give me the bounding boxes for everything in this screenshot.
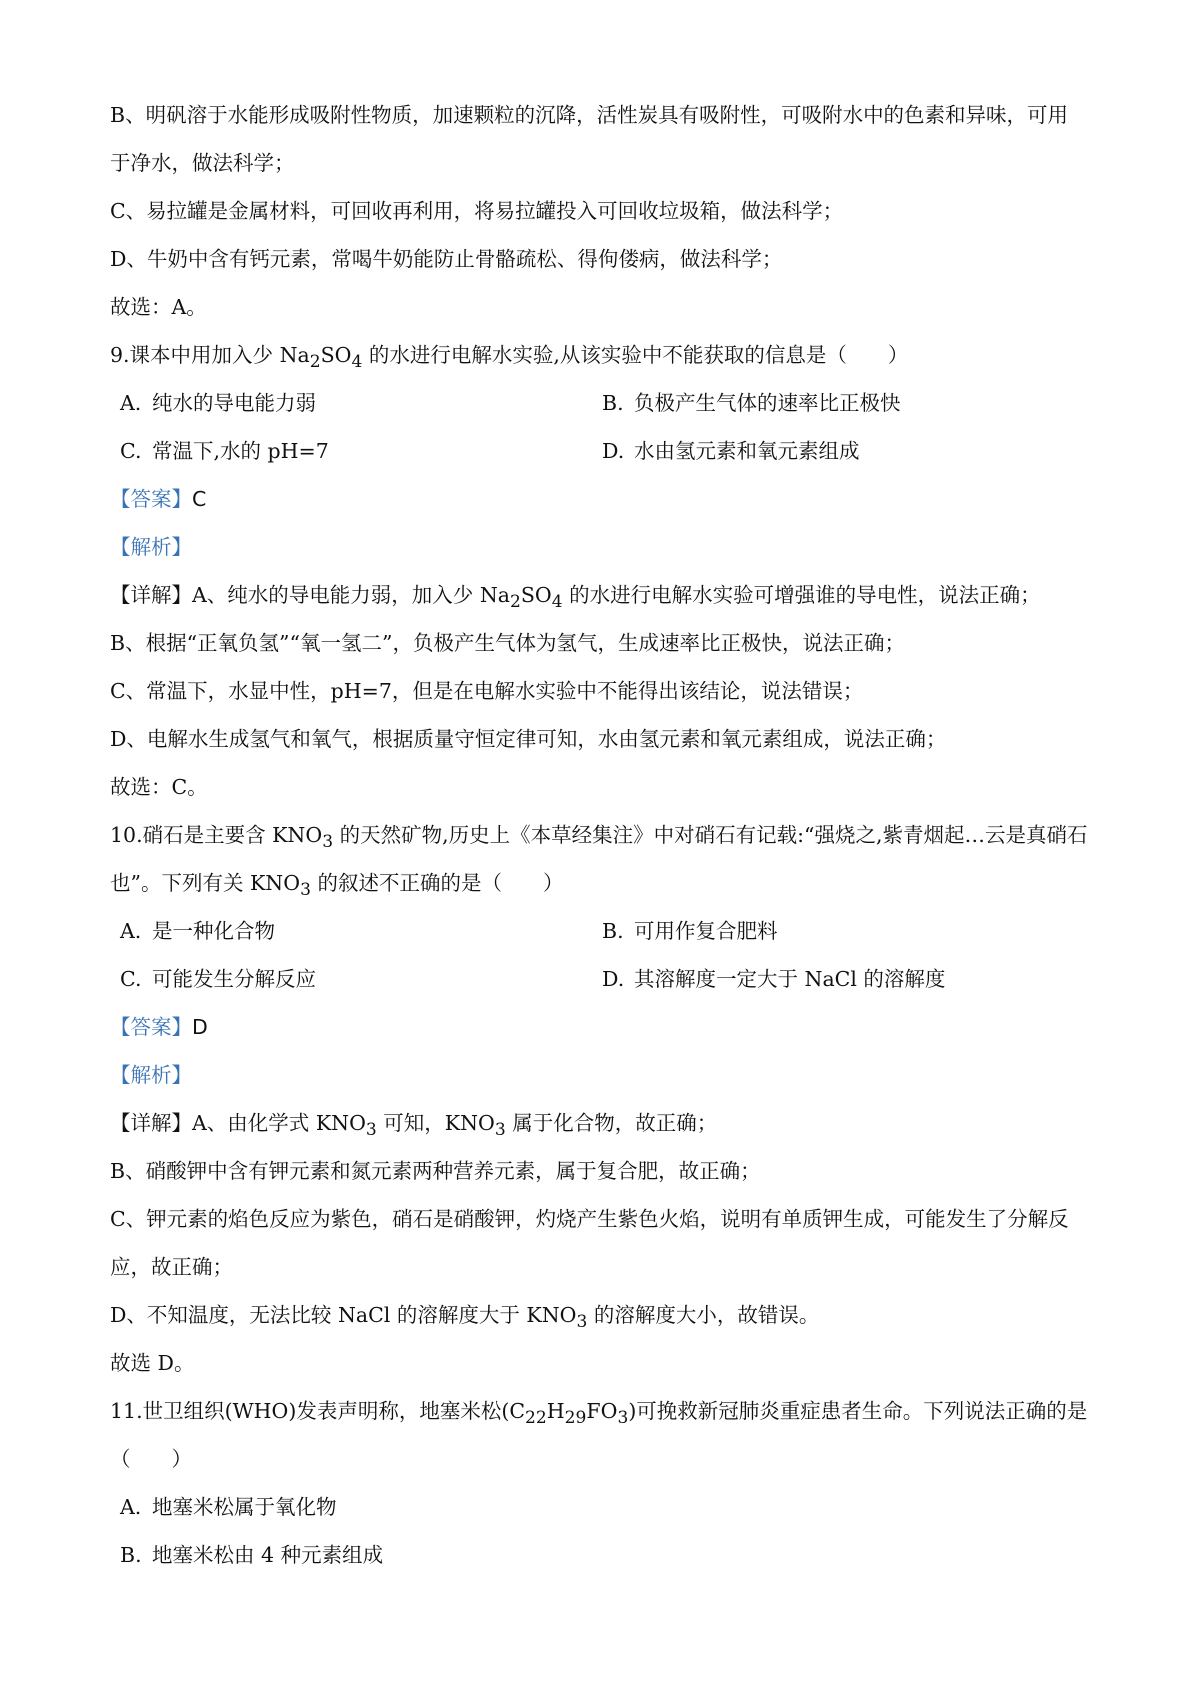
- answer-value: D: [192, 1015, 208, 1039]
- q9-option-c: C. 常温下,水的 pH=7: [120, 439, 329, 463]
- q10-option-b: B. 可用作复合肥料: [602, 919, 778, 943]
- q9-conclusion: 故选：C。: [110, 775, 208, 799]
- q8-option-b-explanation-line1: B、明矾溶于水能形成吸附性物质，加速颗粒的沉降，活性炭具有吸附性，可吸附水中的色素和异味，可用: [110, 103, 1069, 127]
- q9-answer: [110, 485, 1110, 513]
- q10-stem-line2: 也”。下列有关 $KNO_3$ 的叙述不正确的是（ ）: [110, 871, 564, 901]
- q10-detail-c-line1: C、钾元素的焰色反应为紫色，硝石是硝酸钾，灼烧产生紫色火焰，说明有单质钾生成，可能发生了分解反: [110, 1207, 1069, 1231]
- q11-stem-line2: （ ）: [110, 1447, 192, 1471]
- q11-option-b: B. 地塞米松由 4 种元素组成: [120, 1543, 384, 1567]
- q10-detail-a: 【详解】A、由化学式 $KNO_3$ 可知，$KNO_3$ 属于化合物，故正确；: [110, 1111, 718, 1141]
- q8-option-d-explanation: D、牛奶中含有钙元素，常喝牛奶能防止骨骼疏松、得佝偻病，做法科学；: [110, 247, 783, 271]
- q8-conclusion: 故选：A。: [110, 295, 207, 319]
- q10-stem-line1: 10.硝石是主要含 $KNO_3$ 的天然矿物,历史上《本草经集注》中对硝石有记载:“强烧之,紫青烟起…云是真硝石: [110, 823, 1088, 853]
- q9-detail-b: B、根据“正氧负氢”“氧一氢二”，负极产生气体为氢气，生成速率比正极快，说法正确；: [110, 631, 905, 655]
- q9-detail-c: C、常温下，水显中性，pH=7，但是在电解水实验中不能得出该结论，说法错误；: [110, 679, 864, 703]
- q10-detail-c-line2: 应，故正确；: [110, 1255, 233, 1279]
- q11-stem-line1: 11.世卫组织(WHO)发表声明称，地塞米松$(C_{22}H_{29}FO_3)$可挽救新冠肺炎重症患者生命。下列说法正确的是: [110, 1399, 1088, 1429]
- q8-option-b-explanation-line2: 于净水，做法科学；: [110, 151, 295, 175]
- q10-analysis-tag: 【解析】: [110, 1063, 192, 1087]
- q10-detail-d: D、不知温度，无法比较 NaCl 的溶解度大于 $KNO_3$ 的溶解度大小，故错误。: [110, 1303, 820, 1333]
- q9-stem: 9.课本中用加入少 $Na_2SO_4$ 的水进行电解水实验,从该实验中不能获取的信息是（ ）: [110, 343, 909, 373]
- q10-answer: [110, 1013, 1110, 1041]
- q9-detail-d: D、电解水生成氢气和氧气，根据质量守恒定律可知，水由氢元素和氧元素组成，说法正确；: [110, 727, 947, 751]
- q10-detail-b: B、硝酸钾中含有钾元素和氮元素两种营养元素，属于复合肥，故正确；: [110, 1159, 761, 1183]
- q10-conclusion: 故选 D。: [110, 1351, 195, 1375]
- q10-option-c: C. 可能发生分解反应: [120, 967, 316, 991]
- answer-value: C: [192, 487, 207, 511]
- answer-tag: 【答案】: [110, 487, 192, 511]
- q8-option-c-explanation: C、易拉罐是金属材料，可回收再利用，将易拉罐投入可回收垃圾箱，做法科学；: [110, 199, 844, 223]
- q9-option-b: B. 负极产生气体的速率比正极快: [602, 391, 901, 415]
- q9-option-a: A. 纯水的导电能力弱: [120, 391, 316, 415]
- q9-option-d: D. 水由氢元素和氧元素组成: [602, 439, 860, 463]
- q9-analysis-tag: 【解析】: [110, 535, 192, 559]
- q9-detail-a: 【详解】A、纯水的导电能力弱，加入少 $Na_2SO_4$ 的水进行电解水实验可增强谁的导电性，说法正确；: [110, 583, 1041, 613]
- q11-option-a: A. 地塞米松属于氧化物: [120, 1495, 337, 1519]
- q10-option-a: A. 是一种化合物: [120, 919, 275, 943]
- q10-option-d: D. 其溶解度一定大于 NaCl 的溶解度: [602, 967, 946, 991]
- answer-tag: 【答案】: [110, 1015, 192, 1039]
